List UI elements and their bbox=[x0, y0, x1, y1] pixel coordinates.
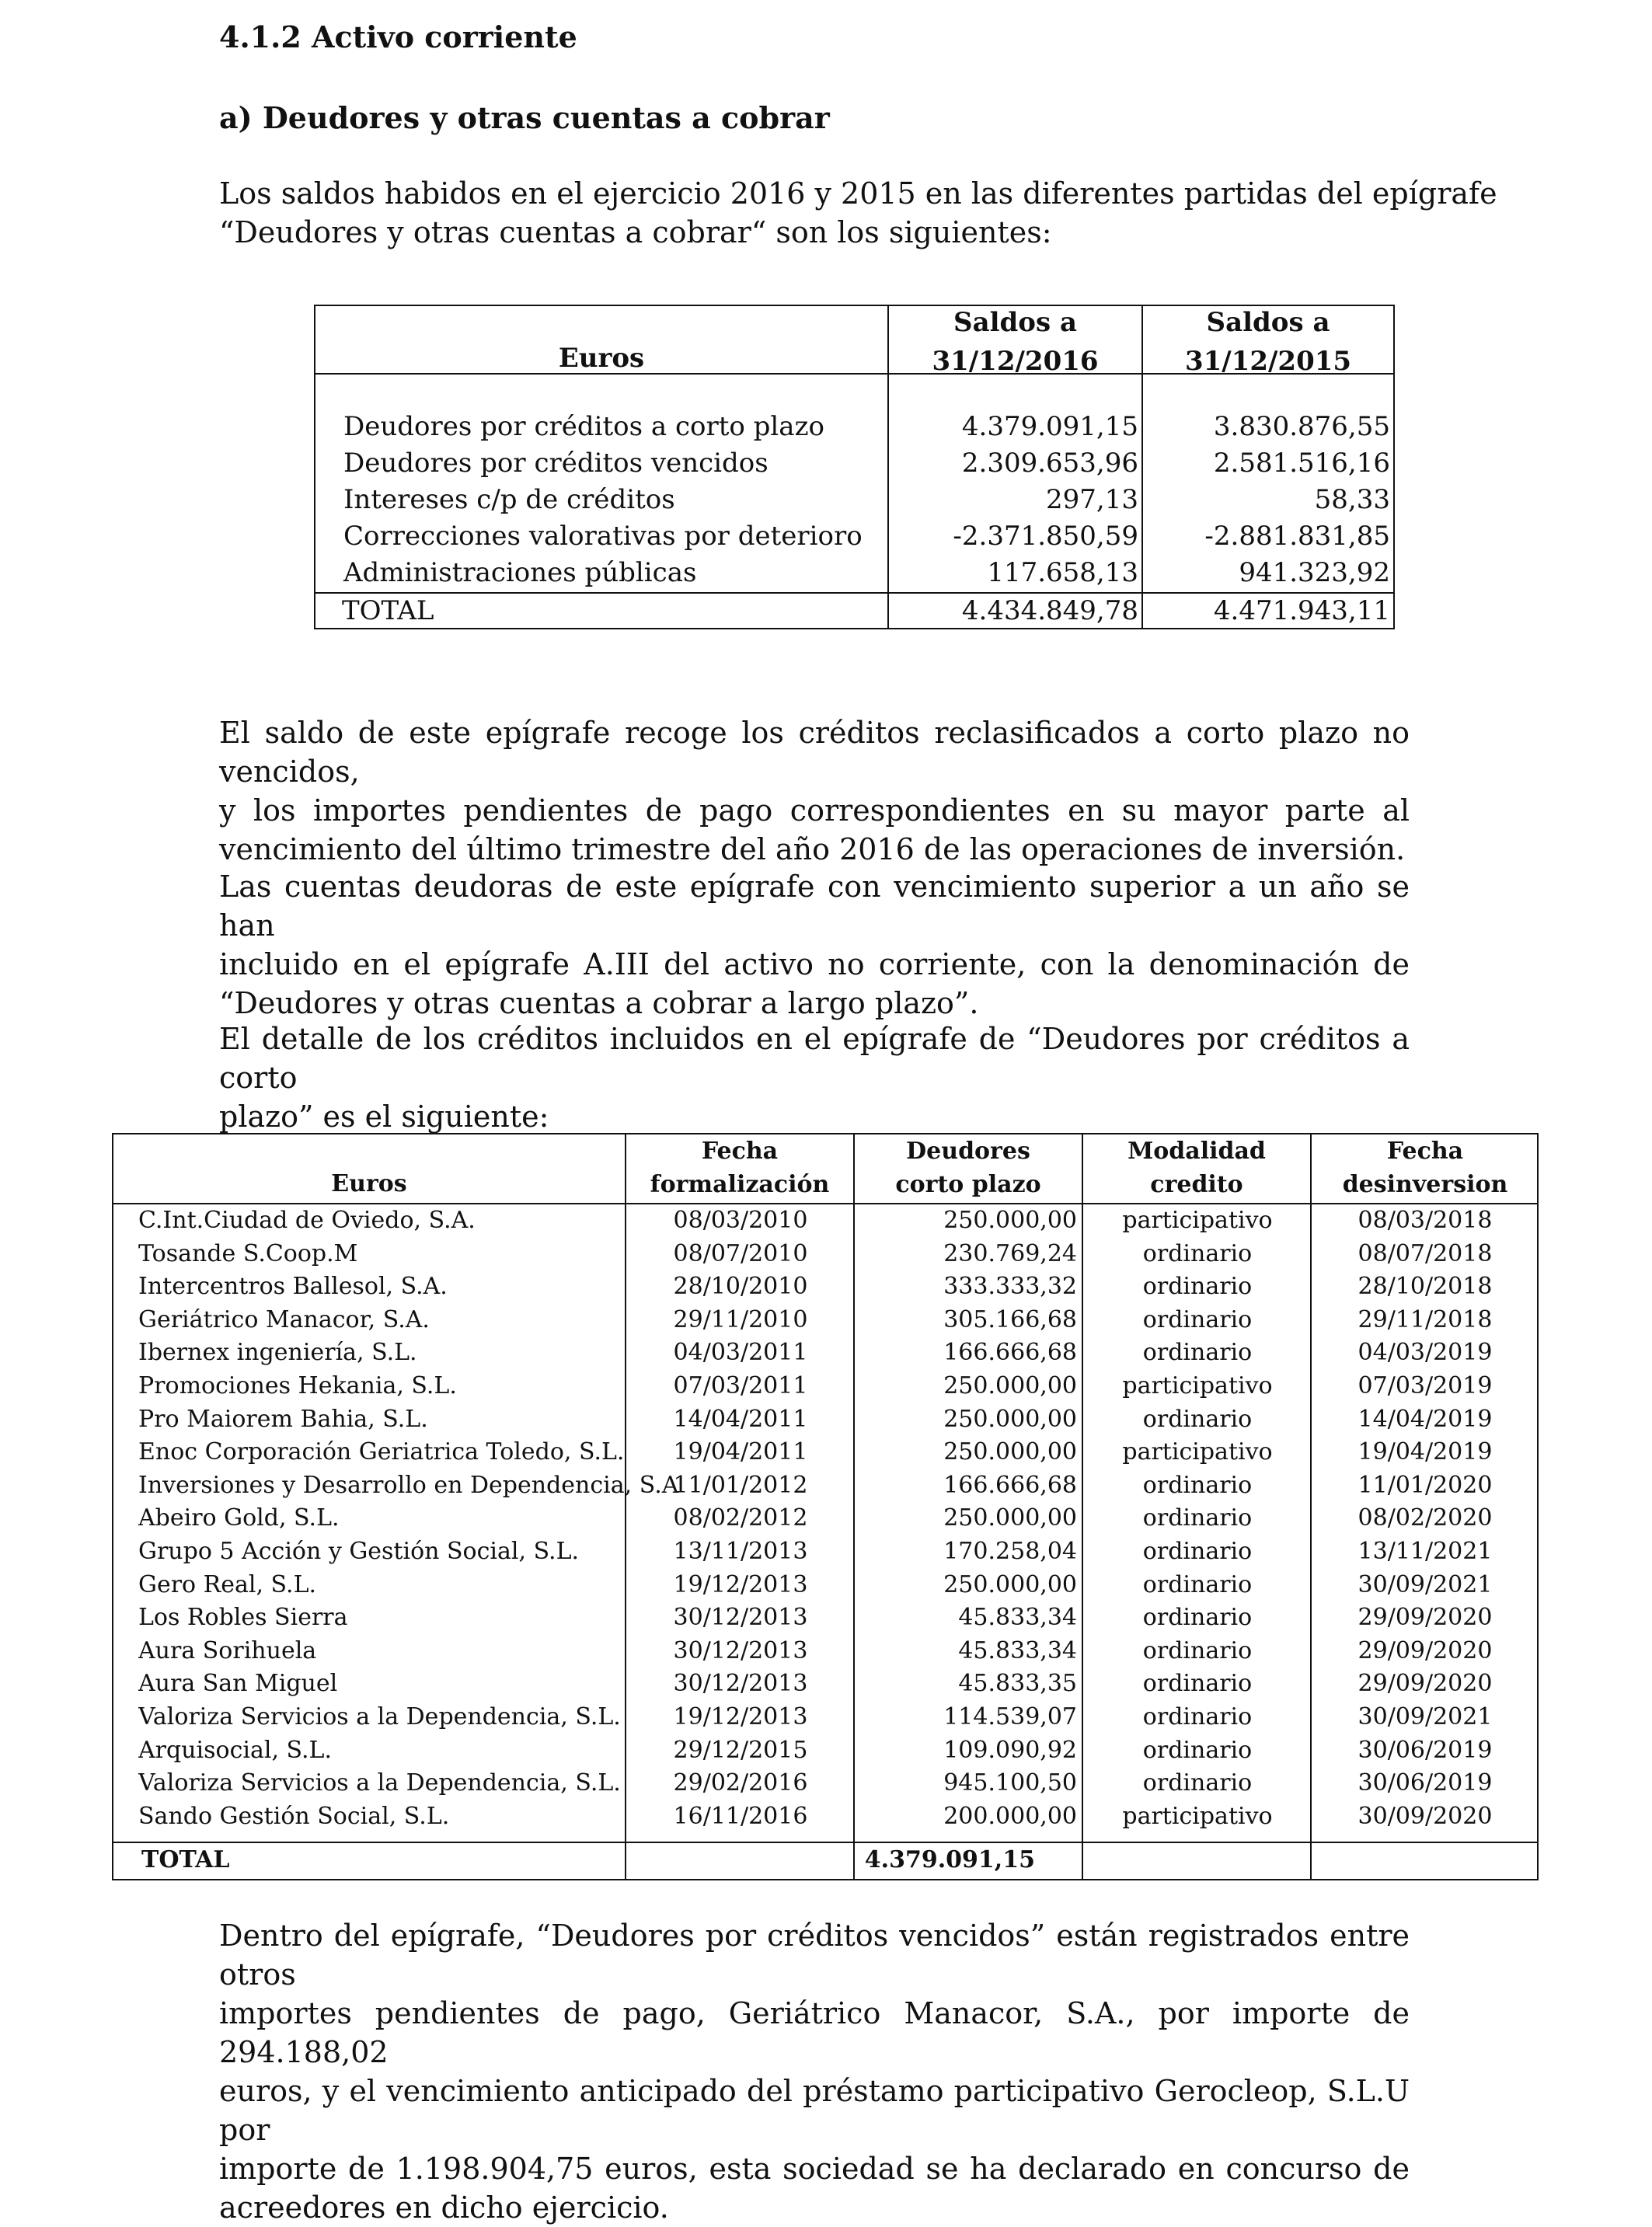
balance-row-label: Administraciones públicas bbox=[343, 557, 697, 588]
balance-row-2015: 2.581.516,16 bbox=[1213, 448, 1390, 479]
credit-fecha-desinversion: 08/07/2018 bbox=[1357, 1239, 1493, 1267]
header-line: corto plazo bbox=[895, 1171, 1041, 1198]
credit-modalidad: ordinario bbox=[1142, 1670, 1253, 1698]
credit-fecha-formalizacion: 16/11/2016 bbox=[673, 1802, 808, 1830]
table-row bbox=[113, 1469, 1537, 1503]
paragraph-line: El saldo de este epígrafe recoge los créditos reclasificados a corto plazo no vencidos, bbox=[219, 716, 1410, 789]
header-line: 31/12/2016 bbox=[932, 346, 1099, 377]
credit-fecha-desinversion: 04/03/2019 bbox=[1357, 1339, 1493, 1367]
paragraph-line: Dentro del epígrafe, “Deudores por créditos vencidos” están registrados entre otros bbox=[219, 1919, 1410, 1992]
credit-modalidad: ordinario bbox=[1142, 1604, 1253, 1632]
table-row bbox=[113, 1403, 1537, 1437]
subsection-title: a) Deudores y otras cuentas a cobrar bbox=[219, 100, 830, 135]
credit-fecha-desinversion: 30/06/2019 bbox=[1357, 1736, 1493, 1764]
credit-modalidad: participativo bbox=[1122, 1438, 1273, 1466]
credit-importe: 45.833,35 bbox=[958, 1670, 1077, 1698]
table-row bbox=[113, 1370, 1537, 1403]
paragraph-line: y los importes pendientes de pago correspondientes en su mayor parte al bbox=[219, 793, 1410, 828]
credit-fecha-desinversion: 30/06/2019 bbox=[1357, 1769, 1493, 1797]
credit-modalidad: participativo bbox=[1122, 1372, 1273, 1399]
credit-company: Aura San Miguel bbox=[138, 1670, 338, 1698]
credit-modalidad: participativo bbox=[1122, 1802, 1273, 1830]
credit-fecha-formalizacion: 19/12/2013 bbox=[673, 1703, 808, 1730]
table-row bbox=[113, 1238, 1537, 1271]
paragraph-saldo bbox=[219, 713, 1410, 869]
paragraph-line: euros, y el vencimiento anticipado del préstamo participativo Gerocleop, S.L.U por bbox=[219, 2074, 1410, 2147]
balance-row-2015: 941.323,92 bbox=[1239, 557, 1390, 588]
header-line: Fecha bbox=[701, 1138, 779, 1165]
paragraph-line: plazo” es el siguiente: bbox=[219, 1100, 549, 1134]
header-line: credito bbox=[1150, 1171, 1243, 1198]
table-row bbox=[113, 1800, 1537, 1834]
credit-importe: 250.000,00 bbox=[943, 1438, 1077, 1466]
credit-fecha-formalizacion: 08/07/2010 bbox=[673, 1239, 808, 1267]
intro-paragraph bbox=[219, 174, 1497, 252]
table-row bbox=[113, 1701, 1537, 1734]
credit-company: Intercentros Ballesol, S.A. bbox=[138, 1273, 448, 1301]
balance-row-2015: 58,33 bbox=[1314, 484, 1390, 515]
credit-importe: 45.833,34 bbox=[958, 1604, 1077, 1632]
credit-fecha-desinversion: 14/04/2019 bbox=[1357, 1405, 1493, 1433]
credit-fecha-desinversion: 11/01/2020 bbox=[1357, 1471, 1493, 1499]
table-row bbox=[113, 1270, 1537, 1304]
credit-importe: 200.000,00 bbox=[943, 1802, 1077, 1830]
credit-company: Los Robles Sierra bbox=[138, 1604, 348, 1632]
credit-header-fecha-desinversion bbox=[1312, 1134, 1539, 1201]
credit-company: Aura Sorihuela bbox=[138, 1636, 317, 1664]
balance-header-euros: Euros bbox=[558, 343, 645, 374]
balance-row-label: Deudores por créditos vencidos bbox=[343, 448, 768, 479]
credit-header-euros: Euros bbox=[331, 1170, 407, 1197]
credit-header-modalidad bbox=[1083, 1134, 1310, 1201]
credit-fecha-formalizacion: 07/03/2011 bbox=[673, 1372, 808, 1399]
balance-row-label: Deudores por créditos a corto plazo bbox=[343, 411, 824, 442]
credit-importe: 166.666,68 bbox=[943, 1339, 1077, 1367]
credit-company: Geriátrico Manacor, S.A. bbox=[138, 1305, 430, 1333]
table-row bbox=[113, 1668, 1537, 1701]
credit-fecha-desinversion: 19/04/2019 bbox=[1357, 1438, 1493, 1466]
credit-company: Inversiones y Desarrollo en Dependencia, S.A bbox=[138, 1471, 679, 1499]
credit-company: Tosande S.Coop.M bbox=[138, 1239, 358, 1267]
credit-importe: 945.100,50 bbox=[943, 1769, 1077, 1797]
balance-header-2016 bbox=[889, 303, 1141, 381]
credit-fecha-formalizacion: 14/04/2011 bbox=[673, 1405, 808, 1433]
credit-modalidad: participativo bbox=[1122, 1207, 1273, 1234]
credit-importe: 114.539,07 bbox=[943, 1703, 1077, 1730]
balance-row-2016: 297,13 bbox=[1046, 484, 1138, 515]
credit-modalidad: ordinario bbox=[1142, 1736, 1253, 1764]
credit-fecha-formalizacion: 29/11/2010 bbox=[673, 1305, 808, 1333]
credit-company: Enoc Corporación Geriatrica Toledo, S.L. bbox=[138, 1438, 625, 1466]
section-title: 4.1.2 Activo corriente bbox=[219, 19, 577, 54]
credit-modalidad: ordinario bbox=[1142, 1703, 1253, 1730]
credit-fecha-formalizacion: 11/01/2012 bbox=[673, 1471, 808, 1499]
credit-company: Promociones Hekania, S.L. bbox=[138, 1372, 457, 1399]
credit-fecha-formalizacion: 13/11/2013 bbox=[673, 1538, 808, 1565]
credit-importe: 250.000,00 bbox=[943, 1372, 1077, 1399]
balance-row-2016: -2.371.850,59 bbox=[953, 521, 1138, 552]
credit-importe: 109.090,92 bbox=[943, 1736, 1077, 1764]
table-row bbox=[113, 1502, 1537, 1535]
credit-modalidad: ordinario bbox=[1142, 1570, 1253, 1598]
credit-modalidad: ordinario bbox=[1142, 1504, 1253, 1532]
credit-modalidad: ordinario bbox=[1142, 1636, 1253, 1664]
balance-total-2015: 4.471.943,11 bbox=[1213, 595, 1390, 626]
credit-fecha-desinversion: 29/09/2020 bbox=[1357, 1604, 1493, 1632]
credit-company: C.Int.Ciudad de Oviedo, S.A. bbox=[138, 1207, 476, 1234]
credit-table bbox=[112, 1133, 1539, 1880]
balance-row-2015: -2.881.831,85 bbox=[1204, 521, 1390, 552]
paragraph-line: importe de 1.198.904,75 euros, esta sociedad se ha declarado en concurso de bbox=[219, 2152, 1410, 2186]
paragraph-line: vencimiento del último trimestre del año 2016 de las operaciones de inversión. bbox=[219, 832, 1406, 866]
credit-fecha-formalizacion: 30/12/2013 bbox=[673, 1636, 808, 1664]
table-row bbox=[113, 1204, 1537, 1238]
credit-company: Valoriza Servicios a la Dependencia, S.L. bbox=[138, 1769, 621, 1797]
credit-company: Sando Gestión Social, S.L. bbox=[138, 1802, 450, 1830]
header-line: Fecha bbox=[1386, 1138, 1464, 1165]
intro-line: “Deudores y otras cuentas a cobrar“ son los siguientes: bbox=[219, 215, 1052, 249]
credit-fecha-desinversion: 29/11/2018 bbox=[1357, 1305, 1493, 1333]
credit-company: Ibernex ingeniería, S.L. bbox=[138, 1339, 417, 1367]
table-divider bbox=[113, 1842, 1537, 1843]
credit-importe: 166.666,68 bbox=[943, 1471, 1077, 1499]
credit-fecha-formalizacion: 30/12/2013 bbox=[673, 1604, 808, 1632]
balance-row-label: Intereses c/p de créditos bbox=[343, 484, 675, 515]
balance-header-2015 bbox=[1143, 303, 1393, 381]
paragraph-line: “Deudores y otras cuentas a cobrar a largo plazo”. bbox=[219, 986, 979, 1020]
paragraph-vencidos bbox=[219, 1916, 1410, 2227]
credit-fecha-formalizacion: 30/12/2013 bbox=[673, 1670, 808, 1698]
paragraph-line: incluido en el epígrafe A.III del activo no corriente, con la denominación de bbox=[219, 947, 1410, 981]
paragraph-line: acreedores en dicho ejercicio. bbox=[219, 2190, 669, 2225]
credit-fecha-desinversion: 30/09/2021 bbox=[1357, 1703, 1493, 1730]
credit-fecha-formalizacion: 19/12/2013 bbox=[673, 1570, 808, 1598]
credit-modalidad: ordinario bbox=[1142, 1471, 1253, 1499]
credit-company: Pro Maiorem Bahia, S.L. bbox=[138, 1405, 428, 1433]
credit-fecha-desinversion: 30/09/2021 bbox=[1357, 1570, 1493, 1598]
credit-importe: 250.000,00 bbox=[943, 1207, 1077, 1234]
header-line: Saldos a bbox=[953, 307, 1077, 338]
credit-importe: 170.258,04 bbox=[943, 1538, 1077, 1565]
credit-fecha-formalizacion: 29/12/2015 bbox=[673, 1736, 808, 1764]
balance-total-2016: 4.434.849,78 bbox=[961, 595, 1138, 626]
balance-table bbox=[314, 305, 1395, 629]
paragraph-line: El detalle de los créditos incluidos en el epígrafe de “Deudores por créditos a corto bbox=[219, 1022, 1410, 1095]
header-line: Deudores bbox=[906, 1138, 1030, 1165]
credit-total-value: 4.379.091,15 bbox=[864, 1846, 1035, 1873]
paragraph-line: Las cuentas deudoras de este epígrafe con vencimiento superior a un año se han bbox=[219, 870, 1410, 943]
credit-company: Arquisocial, S.L. bbox=[138, 1736, 333, 1764]
intro-line: Los saldos habidos en el ejercicio 2016 y 2015 en las diferentes partidas del epígrafe bbox=[219, 176, 1497, 211]
credit-modalidad: ordinario bbox=[1142, 1273, 1253, 1301]
header-line: Saldos a bbox=[1206, 307, 1330, 338]
credit-fecha-desinversion: 07/03/2019 bbox=[1357, 1372, 1493, 1399]
table-row bbox=[113, 1535, 1537, 1569]
balance-row-2015: 3.830.876,55 bbox=[1213, 411, 1390, 442]
header-line: desinversion bbox=[1342, 1171, 1508, 1198]
balance-row-2016: 117.658,13 bbox=[987, 557, 1138, 588]
credit-fecha-formalizacion: 08/02/2012 bbox=[673, 1504, 808, 1532]
credit-fecha-desinversion: 13/11/2021 bbox=[1357, 1538, 1493, 1565]
credit-header-deudores bbox=[855, 1134, 1082, 1201]
credit-importe: 305.166,68 bbox=[943, 1305, 1077, 1333]
credit-header-fecha-formalizacion bbox=[626, 1134, 853, 1201]
paragraph-line: importes pendientes de pago, Geriátrico Manacor, S.A., por importe de 294.188,02 bbox=[219, 1996, 1410, 2069]
header-line: formalización bbox=[650, 1171, 830, 1198]
table-row bbox=[113, 1569, 1537, 1602]
table-row bbox=[113, 1635, 1537, 1668]
credit-fecha-desinversion: 29/09/2020 bbox=[1357, 1636, 1493, 1664]
credit-importe: 333.333,32 bbox=[943, 1273, 1077, 1301]
balance-row-2016: 2.309.653,96 bbox=[961, 448, 1138, 479]
table-row bbox=[113, 1304, 1537, 1337]
credit-modalidad: ordinario bbox=[1142, 1769, 1253, 1797]
paragraph-cuentas bbox=[219, 867, 1410, 1023]
credit-modalidad: ordinario bbox=[1142, 1405, 1253, 1433]
credit-modalidad: ordinario bbox=[1142, 1239, 1253, 1267]
credit-importe: 250.000,00 bbox=[943, 1570, 1077, 1598]
table-row bbox=[113, 1767, 1537, 1800]
credit-fecha-formalizacion: 08/03/2010 bbox=[673, 1207, 808, 1234]
credit-company: Gero Real, S.L. bbox=[138, 1570, 317, 1598]
credit-fecha-desinversion: 28/10/2018 bbox=[1357, 1273, 1493, 1301]
credit-company: Grupo 5 Acción y Gestión Social, S.L. bbox=[138, 1538, 580, 1565]
credit-modalidad: ordinario bbox=[1142, 1305, 1253, 1333]
table-row bbox=[113, 1337, 1537, 1370]
table-row bbox=[113, 1734, 1537, 1768]
credit-modalidad: ordinario bbox=[1142, 1339, 1253, 1367]
credit-fecha-desinversion: 08/03/2018 bbox=[1357, 1207, 1493, 1234]
credit-fecha-formalizacion: 19/04/2011 bbox=[673, 1438, 808, 1466]
credit-importe: 250.000,00 bbox=[943, 1504, 1077, 1532]
header-line: Modalidad bbox=[1127, 1138, 1266, 1165]
credit-fecha-desinversion: 08/02/2020 bbox=[1357, 1504, 1493, 1532]
credit-company: Valoriza Servicios a la Dependencia, S.L. bbox=[138, 1703, 621, 1730]
credit-importe: 230.769,24 bbox=[943, 1239, 1077, 1267]
credit-company: Abeiro Gold, S.L. bbox=[138, 1504, 340, 1532]
credit-modalidad: ordinario bbox=[1142, 1538, 1253, 1565]
credit-fecha-formalizacion: 04/03/2011 bbox=[673, 1339, 808, 1367]
credit-importe: 45.833,34 bbox=[958, 1636, 1077, 1664]
credit-fecha-formalizacion: 29/02/2016 bbox=[673, 1769, 808, 1797]
balance-row-label: Correcciones valorativas por deterioro bbox=[343, 521, 863, 552]
table-row bbox=[113, 1601, 1537, 1635]
credit-fecha-desinversion: 30/09/2020 bbox=[1357, 1802, 1493, 1830]
credit-fecha-desinversion: 29/09/2020 bbox=[1357, 1670, 1493, 1698]
paragraph-detalle bbox=[219, 1019, 1410, 1136]
credit-total-label: TOTAL bbox=[141, 1846, 230, 1873]
header-line: 31/12/2015 bbox=[1184, 346, 1352, 377]
table-row bbox=[113, 1436, 1537, 1469]
balance-total-label: TOTAL bbox=[342, 595, 434, 626]
credit-importe: 250.000,00 bbox=[943, 1405, 1077, 1433]
balance-row-2016: 4.379.091,15 bbox=[961, 411, 1138, 442]
credit-fecha-formalizacion: 28/10/2010 bbox=[673, 1273, 808, 1301]
